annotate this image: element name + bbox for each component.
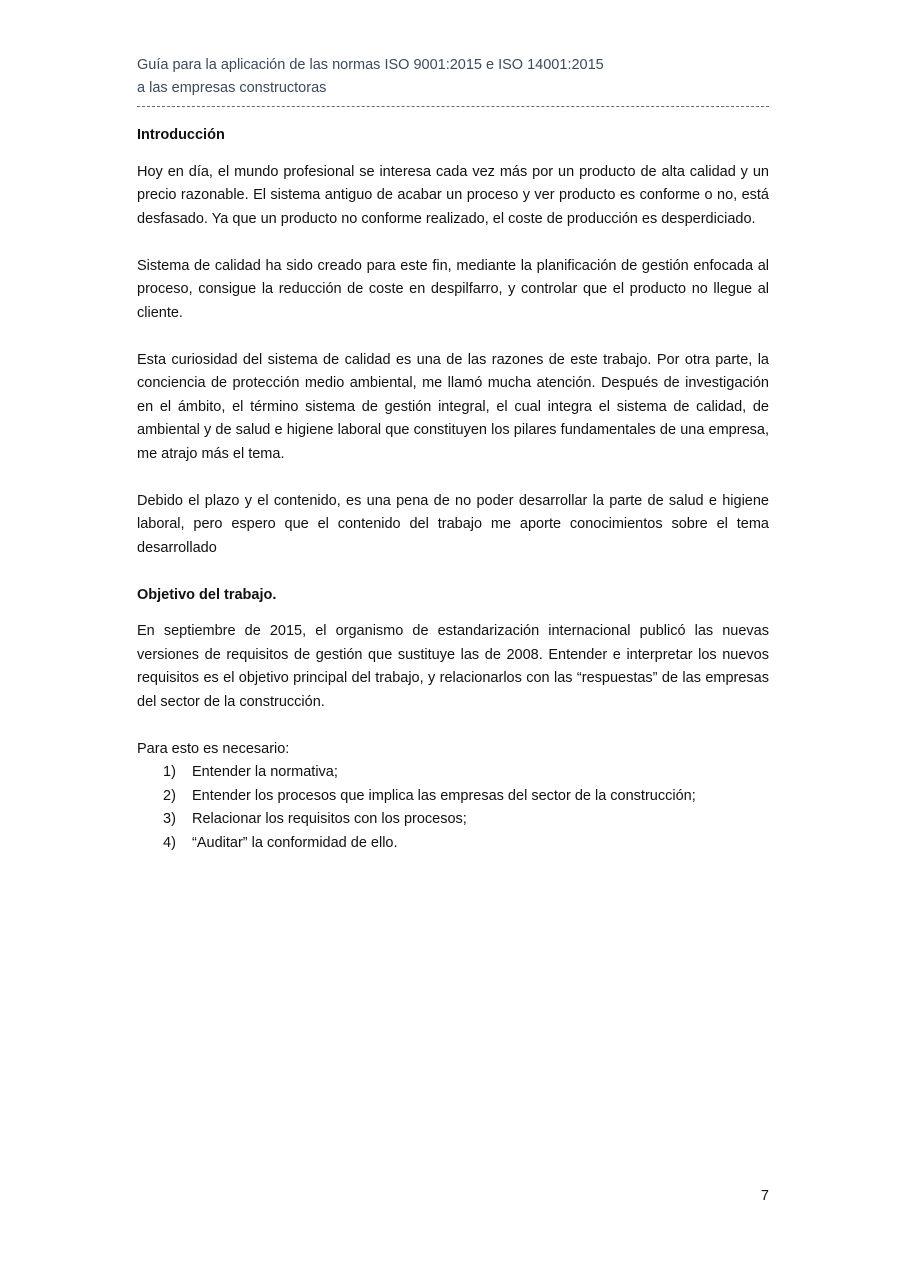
intro-paragraph-2: Sistema de calidad ha sido creado para este fin, mediante la planificación de gestión enfocada al proceso, consigue la reducción de coste en despilfarro, y controlar que el producto no llegue al cliente.: [137, 257, 769, 321]
objective-paragraph: En septiembre de 2015, el organismo de estandarización internacional publicó las nuevas versiones de requisitos de gestión que sustituye las de 2008. Entender e interpretar los nuevos requisitos es el objetivo principal del trabajo, y relacionarlos con las “respuestas” de las empresas del sector de la construcción.: [137, 623, 769, 710]
list-item-text: Entender la normativa;: [192, 764, 338, 780]
list-item-number: 4): [163, 834, 176, 851]
list-item-text: “Auditar” la conformidad de ello.: [192, 834, 398, 851]
header-divider: [137, 106, 769, 107]
list-item-number: 3): [163, 811, 176, 827]
list-intro: Para esto es necesario:: [137, 740, 290, 757]
list-item-number: 2): [163, 787, 176, 804]
intro-paragraph-1: Hoy en día, el mundo profesional se interesa cada vez más por un producto de alta calidad y un precio razonable. El sistema antiguo de acabar un proceso y ver producto es conforme o no, está desfasado. Ya que un producto no conforme realizado, el coste de producción es desperdiciado.: [137, 163, 769, 227]
list-item: [137, 785, 769, 809]
list-item: [137, 761, 769, 785]
intro-paragraph-4: Debido el plazo y el contenido, es una pena de no poder desarrollar la parte de salud e higiene laboral, pero espero que el contenido del trabajo me aporte conocimientos sobre el tema desarrollado: [137, 492, 769, 556]
list-item: [137, 832, 769, 856]
intro-paragraph-3: Esta curiosidad del sistema de calidad es una de las razones de este trabajo. Por otra parte, la conciencia de protección medio ambiental, me llamó mucha atención. Después de investigación en el ámbito, el término sistema de gestión integral, el cual integra el sistema de calidad, de ambiental y de salud e higiene laboral que constituyen los pilares fundamentales de una empresa, me atrajo más el tema.: [137, 351, 769, 462]
requirements-list: [137, 761, 769, 855]
list-item-text: Entender los procesos que implica las empresas del sector de la construcción;: [192, 787, 696, 804]
list-item: [137, 808, 769, 832]
page-body: [137, 124, 769, 855]
list-item-number: 1): [163, 764, 176, 780]
header-line-2: a las empresas constructoras: [137, 80, 327, 96]
list-item-text: Relacionar los requisitos con los procesos;: [192, 811, 467, 827]
section-heading-objetivo: Objetivo del trabajo.: [137, 586, 277, 603]
running-header: [137, 54, 769, 100]
section-heading-introduccion: Introducción: [137, 127, 225, 143]
page-number: 7: [760, 1188, 769, 1204]
header-line-1: Guía para la aplicación de las normas ISO 9001:2015 e ISO 14001:2015: [137, 57, 604, 73]
